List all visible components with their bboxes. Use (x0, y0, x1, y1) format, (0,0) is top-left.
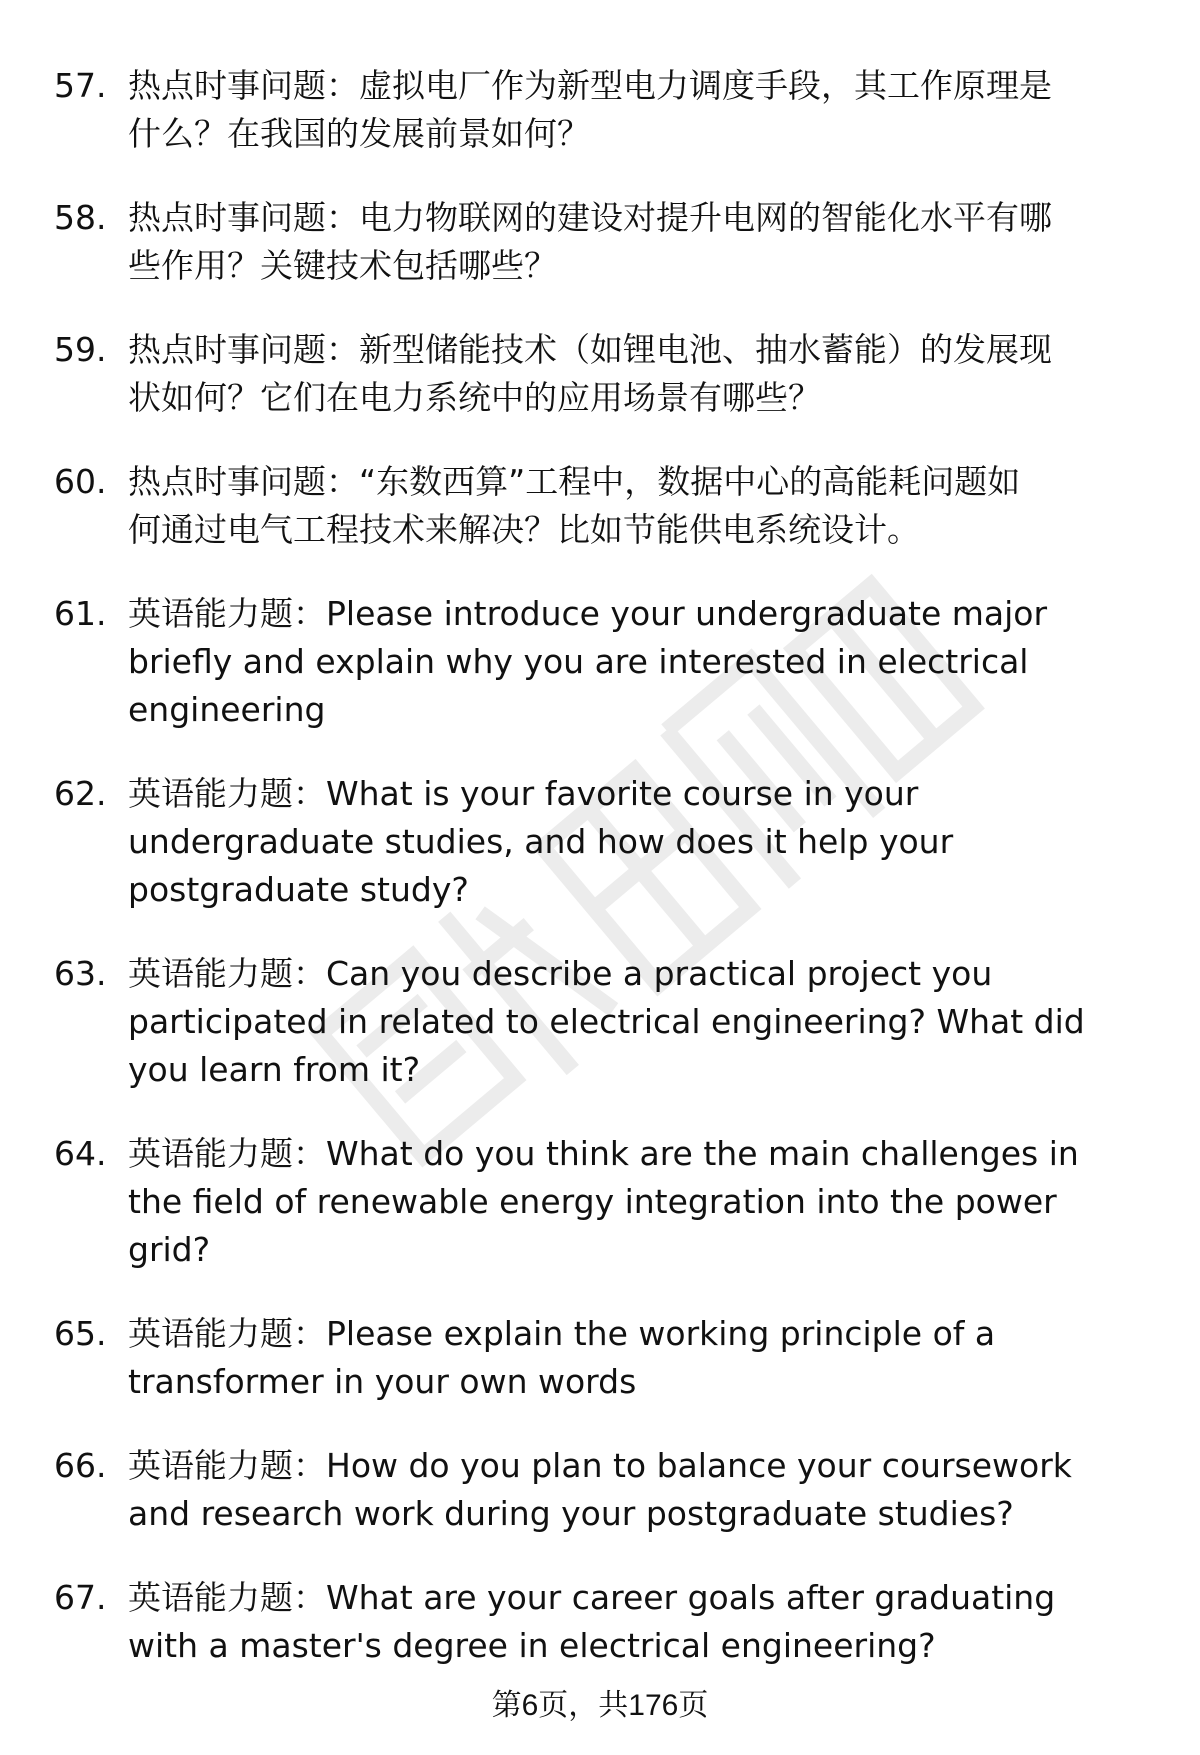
question-text-line: 英语能力题：Can you describe a practical project you (128, 954, 993, 993)
question-text-line: 英语能力题：How do you plan to balance your coursework (128, 1446, 1072, 1485)
question-item-64 (0, 1130, 1200, 1274)
question-text-line: 些作用？关键技术包括哪些？ (128, 246, 557, 285)
question-text-line: and research work during your postgraduate studies? (128, 1494, 1014, 1533)
question-text-line: briefly and explain why you are interested in electrical (128, 642, 1029, 681)
question-text-line: 什么？在我国的发展前景如何？ (128, 114, 590, 153)
question-text-line: 英语能力题：What are your career goals after graduating (128, 1578, 1056, 1617)
question-item-65 (0, 1310, 1200, 1406)
page-number-footer: 第6页，共176页 (491, 1689, 709, 1722)
question-number: 64. (54, 1134, 107, 1173)
question-text-line: 热点时事问题：电力物联网的建设对提升电网的智能化水平有哪 (128, 198, 1052, 237)
question-number: 61. (54, 594, 107, 633)
question-text-line: undergraduate studies, and how does it help your (128, 822, 954, 861)
question-item-58 (0, 194, 1200, 290)
question-number: 67. (54, 1578, 107, 1617)
question-text-line: 英语能力题：What do you think are the main challenges in (128, 1134, 1079, 1173)
question-text-line: participated in related to electrical engineering? What did (128, 1002, 1085, 1041)
question-text-line: with a master's degree in electrical engineering? (128, 1626, 936, 1665)
question-item-62 (0, 770, 1200, 914)
question-text-line: 英语能力题：What is your favorite course in your (128, 774, 919, 813)
question-number: 65. (54, 1314, 107, 1353)
question-text-line: 热点时事问题：“东数西算”工程中，数据中心的高能耗问题如 (128, 462, 1021, 501)
question-item-67 (0, 1574, 1200, 1670)
question-text-line: transformer in your own words (128, 1362, 637, 1401)
question-text-line: postgraduate study? (128, 870, 469, 909)
question-item-66 (0, 1442, 1200, 1538)
question-item-60 (0, 458, 1200, 554)
question-text-line: you learn from it? (128, 1050, 421, 1089)
question-list (0, 62, 1200, 1706)
question-text-line: the field of renewable energy integration into the power (128, 1182, 1057, 1221)
question-text-line: 英语能力题：Please introduce your undergraduate major (128, 594, 1048, 633)
question-text-line: 状如何？它们在电力系统中的应用场景有哪些？ (128, 378, 821, 417)
question-number: 63. (54, 954, 107, 993)
question-text-line: grid? (128, 1230, 211, 1269)
question-item-63 (0, 950, 1200, 1094)
question-number: 60. (54, 462, 107, 501)
question-text-line: 热点时事问题：新型储能技术（如锂电池、抽水蓄能）的发展现 (128, 330, 1052, 369)
question-number: 62. (54, 774, 107, 813)
question-number: 58. (54, 198, 107, 237)
question-text-line: 热点时事问题：虚拟电厂作为新型电力调度手段，其工作原理是 (128, 66, 1052, 105)
question-text-line: 英语能力题：Please explain the working principle of a (128, 1314, 996, 1353)
question-number: 66. (54, 1446, 107, 1485)
question-item-59 (0, 326, 1200, 422)
question-text-line: engineering (128, 690, 326, 729)
question-text-line: 何通过电气工程技术来解决？比如节能供电系统设计。 (128, 510, 920, 549)
question-number: 59. (54, 330, 107, 369)
question-item-61 (0, 590, 1200, 734)
question-number: 57. (54, 66, 107, 105)
question-item-57 (0, 62, 1200, 158)
